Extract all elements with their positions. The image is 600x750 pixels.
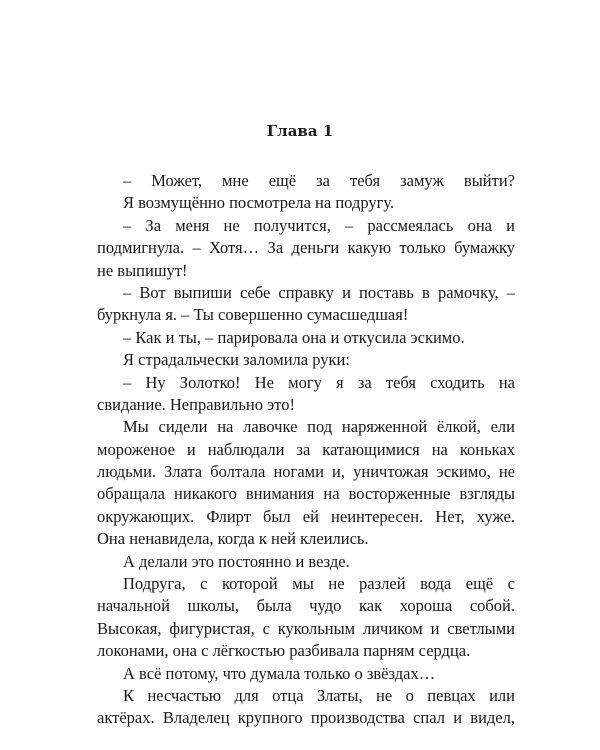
chapter-text [97, 170, 515, 730]
text-line: – За меня не получится, – рассмеялась она и [123, 215, 515, 235]
text-line: свидание. Неправильно это! [97, 394, 295, 414]
text-line: – Ну Золотко! Не могу я за тебя сходить на [123, 372, 515, 392]
text-line: Я страдальчески заломила руки: [123, 350, 350, 370]
text-line: – Может, мне ещё за тебя замуж выйти? [123, 171, 515, 190]
text-line: К несчастью для отца Златы, не о певцах или [123, 685, 515, 705]
text-line: – Как и ты, – парировала она и откусила эскимо. [123, 327, 465, 347]
text-line: обращала никакого внимания на восторженные взгляды [97, 484, 515, 504]
text-line: мороженое и наблюдали за катающимися на коньках [97, 439, 515, 459]
text-line: не выпишут! [97, 260, 188, 280]
text-line: буркнула я. – Ты совершенно сумасшедшая! [97, 305, 409, 325]
text-line: актёрах. Владелец крупного производства спал и видел, [97, 708, 515, 728]
text-line: Высокая, фигуристая, с кукольным личиком и светлыми [97, 618, 515, 638]
text-line: людьми. Злата болтала ногами и, уничтожая эскимо, не [97, 462, 515, 482]
text-line: А всё потому, что думала только о звёздах… [123, 663, 436, 683]
text-line: начальной школы, была чудо как хороша собой. [97, 596, 515, 616]
text-line: Подруга, с которой мы не разлей вода ещё с [123, 574, 515, 594]
text-line: окружающих. Флирт был ей неинтересен. Нет, хуже. [97, 506, 515, 526]
chapter-title: Глава 1 [266, 122, 334, 140]
text-line: Мы сидели на лавочке под наряженной ёлкой, ели [123, 417, 515, 437]
text-line: Я возмущённо посмотрела на подругу. [123, 193, 395, 213]
text-line: Она ненавидела, когда к ней клеились. [97, 529, 369, 549]
text-line: локонами, она с лёгкостью разбивала парням сердца. [97, 641, 471, 661]
text-line: – Вот выпиши себе справку и поставь в рамочку, – [123, 282, 515, 302]
text-line: подмигнула. – Хотя… За деньги какую только бумажку [97, 238, 515, 258]
text-line: А делали это постоянно и везде. [123, 551, 350, 571]
